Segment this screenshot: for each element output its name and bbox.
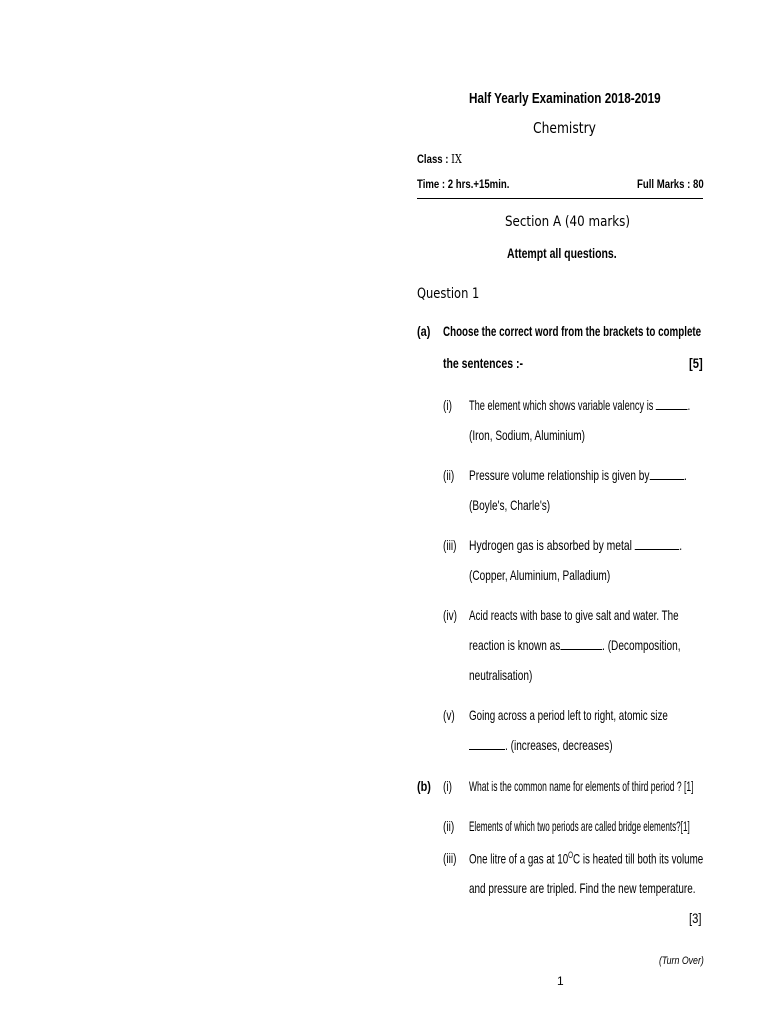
exam-title: Half Yearly Examination 2018-2019 [469, 90, 661, 107]
a-item-2-line1: Pressure volume relationship is given by . [469, 467, 687, 483]
time-label: Time : 2 hrs.+15min. [417, 177, 510, 191]
subject-title: Chemistry [533, 119, 596, 137]
b-item-3-line1: One litre of a gas at $10^OC$ is heated till both its volume [469, 850, 704, 867]
a-item-1-number: (i) [443, 397, 452, 413]
part-a-marks: [5] [689, 355, 703, 371]
b-item-1-number: (i) [443, 778, 452, 794]
full-marks-label: Full Marks : 80 [637, 177, 704, 191]
header-divider [417, 198, 703, 199]
b-item-1-text: What is the common name for elements of third period ? [1] [469, 778, 694, 794]
a-item-3-number: (iii) [443, 537, 457, 553]
a-item-1-line2: (Iron, Sodium, Aluminium) [469, 427, 585, 443]
class-line: Class : IX [417, 152, 462, 166]
a-item-4-line2: reaction is known as . (Decomposition, [469, 637, 681, 653]
b-item-3-marks: [3] [689, 910, 702, 926]
answer-blank [469, 737, 505, 750]
a-item-2-line2: (Boyle's, Charle's) [469, 497, 551, 513]
b-item-2-text: Elements of which two periods are called bridge elements?[1] [469, 818, 690, 834]
part-b-marker: (b) [417, 778, 431, 794]
turn-over-note: (Turn Over) [659, 955, 704, 967]
a-item-4-number: (iv) [443, 607, 457, 623]
a-item-5-line2: . (increases, decreases) [469, 737, 668, 755]
b-item-2-number: (ii) [443, 818, 455, 834]
answer-blank [635, 537, 679, 550]
a-item-5-line1: Going across a period left to right, atomic size [469, 707, 668, 723]
part-a-instruction-line1: Choose the correct word from the brackets to complete [443, 323, 702, 339]
a-item-3-line2: (Copper, Aluminium, Palladium) [469, 567, 611, 583]
answer-blank [649, 467, 684, 480]
section-heading: Section A (40 marks) [505, 214, 631, 230]
a-item-2-number: (ii) [443, 467, 455, 483]
part-a-marker: (a) [417, 323, 431, 339]
answer-blank [656, 397, 688, 410]
a-item-4-line3: neutralisation) [469, 667, 533, 683]
b-item-3-number: (iii) [443, 850, 457, 866]
page-number: 1 [557, 974, 564, 988]
a-item-4-line1: Acid reacts with base to give salt and water. The [469, 607, 679, 623]
b-item-3-line2: and pressure are tripled. Find the new temperature. [469, 880, 696, 896]
section-instruction: Attempt all questions. [507, 245, 617, 261]
part-a-instruction-line2: the sentences :- [443, 355, 523, 371]
a-item-1-line1: The element which shows variable valency is . [469, 397, 691, 413]
question-label: Question 1 [417, 286, 480, 302]
a-item-3-line1: Hydrogen gas is absorbed by metal . [469, 537, 683, 553]
a-item-5-number: (v) [443, 707, 455, 723]
answer-blank [560, 637, 602, 650]
